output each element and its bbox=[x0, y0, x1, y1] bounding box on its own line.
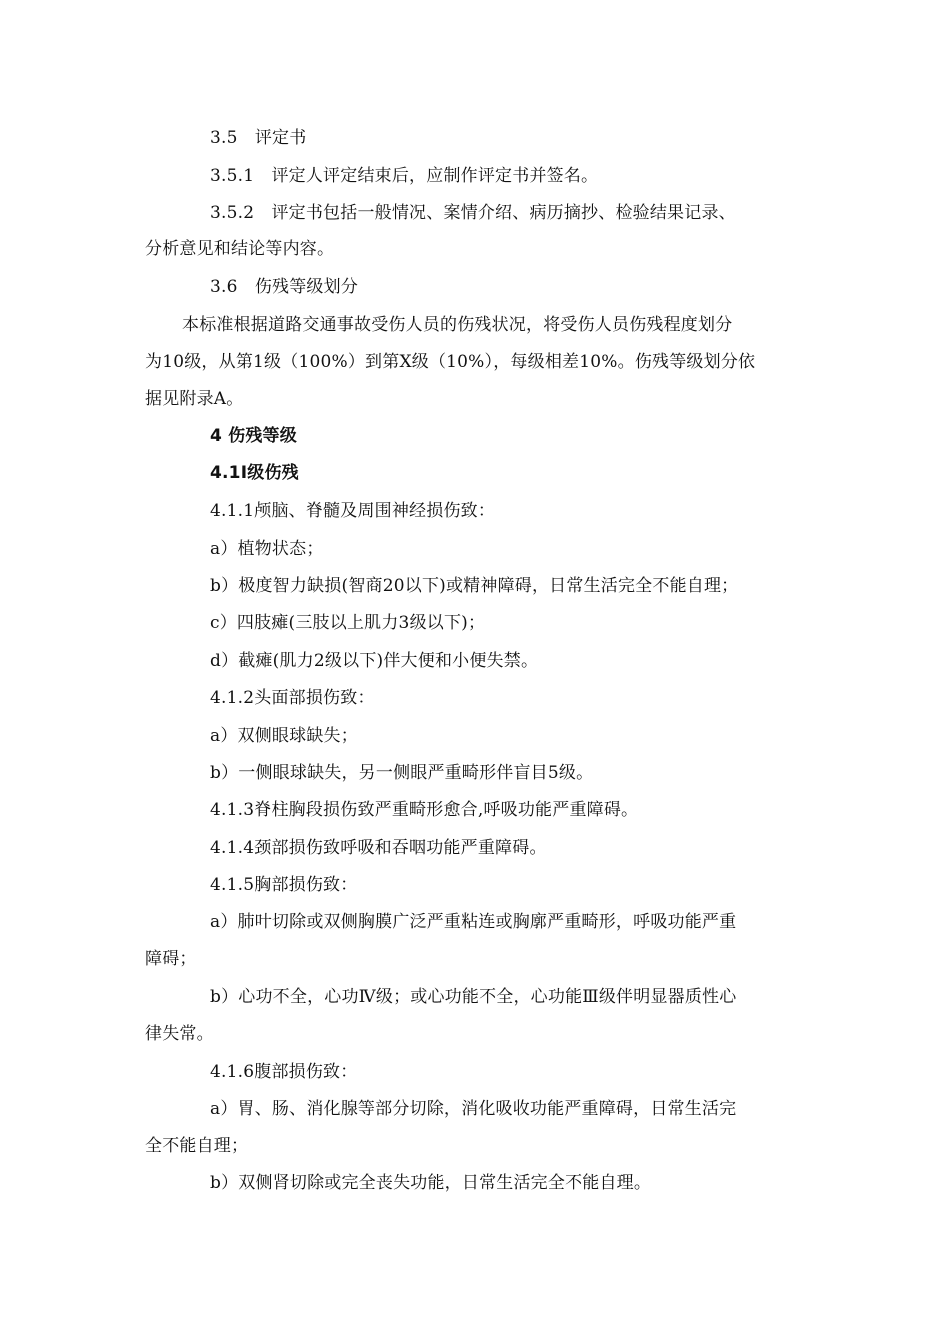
clause-4-1-1-b: b）极度智力缺损(智商20以下)或精神障碍，日常生活完全不能自理； bbox=[210, 576, 739, 596]
clause-4-1-3: 4.1.3脊柱胸段损伤致严重畸形愈合,呼吸功能严重障碍。 bbox=[210, 800, 639, 820]
clause-4-1-6-b: b）双侧肾切除或完全丧失功能，日常生活完全不能自理。 bbox=[210, 1173, 652, 1193]
section-3-6-para-line-1: 本标准根据道路交通事故受伤人员的伤残状况，将受伤人员伤残程度划分 bbox=[182, 315, 733, 335]
section-4-heading: 4 伤残等级 bbox=[210, 426, 297, 446]
section-3-6-para-line-2: 为10级，从第1级（100%）到第Ⅹ级（10%），每级相差10%。伤残等级划分依 bbox=[145, 352, 756, 372]
clause-4-1-5-b-line-2: 律失常。 bbox=[145, 1024, 214, 1044]
clause-4-1-1-a: a）植物状态； bbox=[210, 539, 324, 559]
clause-3-5-2-line-2: 分析意见和结论等内容。 bbox=[145, 239, 335, 259]
section-3-6-heading: 3.6 伤残等级划分 bbox=[210, 277, 359, 297]
section-3-5-heading: 3.5 评定书 bbox=[210, 128, 307, 148]
clause-4-1-5: 4.1.5胸部损伤致： bbox=[210, 875, 358, 895]
clause-4-1-6-a-line-2: 全不能自理； bbox=[145, 1136, 249, 1156]
clause-4-1-5-b-line-1: b）心功不全，心功Ⅳ级；或心功能不全，心功能Ⅲ级伴明显器质性心 bbox=[210, 987, 737, 1007]
clause-3-5-2-line-1: 3.5.2 评定书包括一般情况、案情介绍、病历摘抄、检验结果记录、 bbox=[210, 203, 736, 223]
clause-4-1-4: 4.1.4颈部损伤致呼吸和吞咽功能严重障碍。 bbox=[210, 838, 547, 858]
clause-4-1-5-a-line-1: a）肺叶切除或双侧胸膜广泛严重粘连或胸廓严重畸形，呼吸功能严重 bbox=[210, 912, 737, 932]
clause-4-1-2-a: a）双侧眼球缺失； bbox=[210, 726, 358, 746]
clause-4-1-1-d: d）截瘫(肌力2级以下)伴大便和小便失禁。 bbox=[210, 651, 539, 671]
clause-4-1-6: 4.1.6腹部损伤致： bbox=[210, 1062, 358, 1082]
clause-3-5-1: 3.5.1 评定人评定结束后，应制作评定书并签名。 bbox=[210, 166, 599, 186]
section-4-1-heading: 4.1Ⅰ级伤残 bbox=[210, 463, 299, 483]
clause-4-1-5-a-line-2: 障碍； bbox=[145, 949, 197, 969]
clause-4-1-6-a-line-1: a）胃、肠、消化腺等部分切除，消化吸收功能严重障碍，日常生活完 bbox=[210, 1099, 737, 1119]
clause-4-1-2-b: b）一侧眼球缺失，另一侧眼严重畸形伴盲目5级。 bbox=[210, 763, 594, 783]
clause-4-1-1-c: c）四肢瘫(三肢以上肌力3级以下)； bbox=[210, 613, 486, 633]
clause-4-1-1: 4.1.1颅脑、脊髓及周围神经损伤致： bbox=[210, 501, 496, 521]
section-3-6-para-line-3: 据见附录A。 bbox=[145, 389, 244, 409]
clause-4-1-2: 4.1.2头面部损伤致： bbox=[210, 688, 375, 708]
